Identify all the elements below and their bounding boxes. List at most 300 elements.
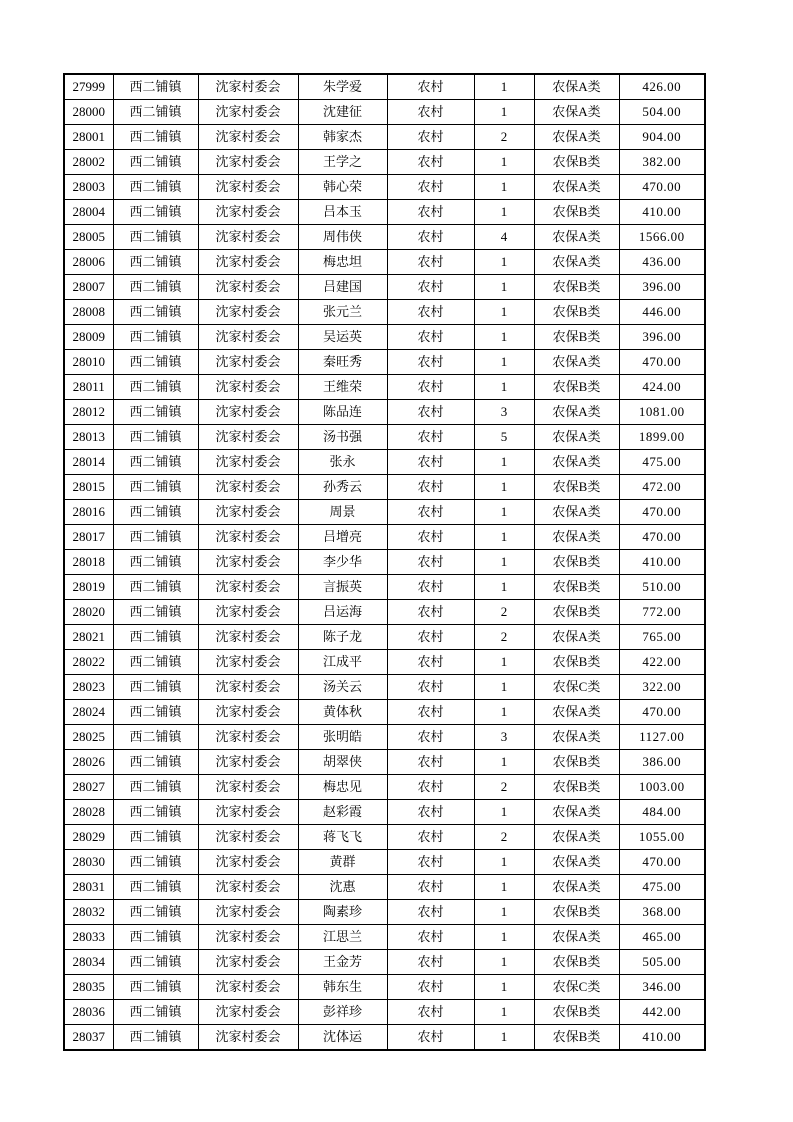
table-row xyxy=(64,925,705,950)
residence-type-cell: 农村 xyxy=(387,450,474,475)
serial-cell: 28015 xyxy=(64,475,113,500)
table-row xyxy=(64,300,705,325)
person-count-cell: 1 xyxy=(474,375,534,400)
serial-cell: 28018 xyxy=(64,550,113,575)
village-cell: 沈家村委会 xyxy=(198,925,298,950)
town-cell: 西二铺镇 xyxy=(113,625,198,650)
amount-cell: 472.00 xyxy=(619,475,705,500)
person-name-cell: 黄体秋 xyxy=(298,700,387,725)
insurance-category-cell: 农保B类 xyxy=(534,550,619,575)
amount-cell: 1003.00 xyxy=(619,775,705,800)
person-name-cell: 韩东生 xyxy=(298,975,387,1000)
town-cell: 西二铺镇 xyxy=(113,425,198,450)
insurance-category-cell: 农保A类 xyxy=(534,525,619,550)
village-cell: 沈家村委会 xyxy=(198,525,298,550)
table-row xyxy=(64,250,705,275)
amount-cell: 382.00 xyxy=(619,150,705,175)
town-cell: 西二铺镇 xyxy=(113,975,198,1000)
town-cell: 西二铺镇 xyxy=(113,675,198,700)
residence-type-cell: 农村 xyxy=(387,950,474,975)
insurance-category-cell: 农保A类 xyxy=(534,625,619,650)
residence-type-cell: 农村 xyxy=(387,300,474,325)
town-cell: 西二铺镇 xyxy=(113,950,198,975)
insurance-category-cell: 农保A类 xyxy=(534,875,619,900)
person-count-cell: 4 xyxy=(474,225,534,250)
village-cell: 沈家村委会 xyxy=(198,225,298,250)
serial-cell: 28035 xyxy=(64,975,113,1000)
person-name-cell: 王维荣 xyxy=(298,375,387,400)
table-row xyxy=(64,975,705,1000)
person-count-cell: 1 xyxy=(474,1025,534,1051)
person-name-cell: 沈建征 xyxy=(298,100,387,125)
serial-cell: 28031 xyxy=(64,875,113,900)
person-count-cell: 5 xyxy=(474,425,534,450)
serial-cell: 28027 xyxy=(64,775,113,800)
town-cell: 西二铺镇 xyxy=(113,825,198,850)
amount-cell: 475.00 xyxy=(619,875,705,900)
insurance-category-cell: 农保B类 xyxy=(534,600,619,625)
person-name-cell: 韩心荣 xyxy=(298,175,387,200)
person-name-cell: 吕建国 xyxy=(298,275,387,300)
amount-cell: 1081.00 xyxy=(619,400,705,425)
town-cell: 西二铺镇 xyxy=(113,150,198,175)
person-count-cell: 2 xyxy=(474,600,534,625)
amount-cell: 470.00 xyxy=(619,500,705,525)
person-name-cell: 王学之 xyxy=(298,150,387,175)
insurance-category-cell: 农保A类 xyxy=(534,800,619,825)
residence-type-cell: 农村 xyxy=(387,750,474,775)
table-row xyxy=(64,200,705,225)
residence-type-cell: 农村 xyxy=(387,975,474,1000)
person-name-cell: 张明皓 xyxy=(298,725,387,750)
serial-cell: 28025 xyxy=(64,725,113,750)
town-cell: 西二铺镇 xyxy=(113,1025,198,1051)
residence-type-cell: 农村 xyxy=(387,650,474,675)
insurance-category-cell: 农保A类 xyxy=(534,500,619,525)
town-cell: 西二铺镇 xyxy=(113,200,198,225)
village-cell: 沈家村委会 xyxy=(198,875,298,900)
table-row xyxy=(64,900,705,925)
person-name-cell: 汤书强 xyxy=(298,425,387,450)
table-row xyxy=(64,450,705,475)
town-cell: 西二铺镇 xyxy=(113,525,198,550)
town-cell: 西二铺镇 xyxy=(113,500,198,525)
person-count-cell: 1 xyxy=(474,850,534,875)
amount-cell: 422.00 xyxy=(619,650,705,675)
residence-type-cell: 农村 xyxy=(387,1025,474,1051)
village-cell: 沈家村委会 xyxy=(198,400,298,425)
residence-type-cell: 农村 xyxy=(387,350,474,375)
person-name-cell: 张元兰 xyxy=(298,300,387,325)
town-cell: 西二铺镇 xyxy=(113,800,198,825)
serial-cell: 28024 xyxy=(64,700,113,725)
insurance-category-cell: 农保A类 xyxy=(534,74,619,100)
residence-type-cell: 农村 xyxy=(387,825,474,850)
table-row xyxy=(64,1025,705,1051)
village-cell: 沈家村委会 xyxy=(198,550,298,575)
serial-cell: 28014 xyxy=(64,450,113,475)
serial-cell: 28033 xyxy=(64,925,113,950)
person-name-cell: 沈惠 xyxy=(298,875,387,900)
village-cell: 沈家村委会 xyxy=(198,250,298,275)
person-name-cell: 梅忠坦 xyxy=(298,250,387,275)
town-cell: 西二铺镇 xyxy=(113,925,198,950)
residence-type-cell: 农村 xyxy=(387,500,474,525)
person-count-cell: 1 xyxy=(474,350,534,375)
insurance-category-cell: 农保A类 xyxy=(534,250,619,275)
amount-cell: 410.00 xyxy=(619,200,705,225)
table-row xyxy=(64,525,705,550)
person-count-cell: 1 xyxy=(474,525,534,550)
person-name-cell: 汤关云 xyxy=(298,675,387,700)
town-cell: 西二铺镇 xyxy=(113,225,198,250)
person-name-cell: 张永 xyxy=(298,450,387,475)
amount-cell: 424.00 xyxy=(619,375,705,400)
residence-type-cell: 农村 xyxy=(387,175,474,200)
residence-type-cell: 农村 xyxy=(387,400,474,425)
village-cell: 沈家村委会 xyxy=(198,175,298,200)
table-row xyxy=(64,425,705,450)
town-cell: 西二铺镇 xyxy=(113,900,198,925)
table-row xyxy=(64,700,705,725)
town-cell: 西二铺镇 xyxy=(113,74,198,100)
amount-cell: 396.00 xyxy=(619,275,705,300)
serial-cell: 28032 xyxy=(64,900,113,925)
person-count-cell: 1 xyxy=(474,150,534,175)
town-cell: 西二铺镇 xyxy=(113,325,198,350)
amount-cell: 322.00 xyxy=(619,675,705,700)
person-name-cell: 朱学爱 xyxy=(298,74,387,100)
insurance-category-cell: 农保C类 xyxy=(534,675,619,700)
town-cell: 西二铺镇 xyxy=(113,700,198,725)
insurance-category-cell: 农保B类 xyxy=(534,300,619,325)
village-cell: 沈家村委会 xyxy=(198,100,298,125)
table-row xyxy=(64,225,705,250)
village-cell: 沈家村委会 xyxy=(198,725,298,750)
residence-type-cell: 农村 xyxy=(387,1000,474,1025)
person-count-cell: 3 xyxy=(474,400,534,425)
serial-cell: 28000 xyxy=(64,100,113,125)
pension-table xyxy=(63,73,706,1051)
person-count-cell: 1 xyxy=(474,550,534,575)
town-cell: 西二铺镇 xyxy=(113,875,198,900)
residence-type-cell: 农村 xyxy=(387,125,474,150)
person-count-cell: 1 xyxy=(474,675,534,700)
insurance-category-cell: 农保B类 xyxy=(534,650,619,675)
table-row xyxy=(64,1000,705,1025)
village-cell: 沈家村委会 xyxy=(198,425,298,450)
village-cell: 沈家村委会 xyxy=(198,1000,298,1025)
person-count-cell: 1 xyxy=(474,74,534,100)
town-cell: 西二铺镇 xyxy=(113,550,198,575)
serial-cell: 28028 xyxy=(64,800,113,825)
village-cell: 沈家村委会 xyxy=(198,500,298,525)
town-cell: 西二铺镇 xyxy=(113,400,198,425)
village-cell: 沈家村委会 xyxy=(198,74,298,100)
person-name-cell: 李少华 xyxy=(298,550,387,575)
insurance-category-cell: 农保A类 xyxy=(534,225,619,250)
town-cell: 西二铺镇 xyxy=(113,450,198,475)
amount-cell: 436.00 xyxy=(619,250,705,275)
person-name-cell: 陈子龙 xyxy=(298,625,387,650)
serial-cell: 28010 xyxy=(64,350,113,375)
person-name-cell: 黄群 xyxy=(298,850,387,875)
insurance-category-cell: 农保B类 xyxy=(534,275,619,300)
person-name-cell: 梅忠见 xyxy=(298,775,387,800)
table-row xyxy=(64,675,705,700)
insurance-category-cell: 农保A类 xyxy=(534,825,619,850)
amount-cell: 484.00 xyxy=(619,800,705,825)
person-count-cell: 1 xyxy=(474,450,534,475)
insurance-category-cell: 农保A类 xyxy=(534,925,619,950)
insurance-category-cell: 农保A类 xyxy=(534,850,619,875)
person-name-cell: 江成平 xyxy=(298,650,387,675)
person-count-cell: 1 xyxy=(474,175,534,200)
amount-cell: 368.00 xyxy=(619,900,705,925)
person-count-cell: 1 xyxy=(474,100,534,125)
person-count-cell: 1 xyxy=(474,900,534,925)
residence-type-cell: 农村 xyxy=(387,800,474,825)
table-row xyxy=(64,650,705,675)
amount-cell: 346.00 xyxy=(619,975,705,1000)
village-cell: 沈家村委会 xyxy=(198,700,298,725)
table-row xyxy=(64,125,705,150)
amount-cell: 904.00 xyxy=(619,125,705,150)
serial-cell: 28008 xyxy=(64,300,113,325)
insurance-category-cell: 农保B类 xyxy=(534,375,619,400)
person-name-cell: 吴运英 xyxy=(298,325,387,350)
insurance-category-cell: 农保A类 xyxy=(534,175,619,200)
insurance-category-cell: 农保A类 xyxy=(534,425,619,450)
person-count-cell: 1 xyxy=(474,950,534,975)
residence-type-cell: 农村 xyxy=(387,250,474,275)
village-cell: 沈家村委会 xyxy=(198,200,298,225)
insurance-category-cell: 农保B类 xyxy=(534,475,619,500)
town-cell: 西二铺镇 xyxy=(113,725,198,750)
serial-cell: 28006 xyxy=(64,250,113,275)
person-count-cell: 2 xyxy=(474,625,534,650)
person-count-cell: 1 xyxy=(474,475,534,500)
residence-type-cell: 农村 xyxy=(387,275,474,300)
village-cell: 沈家村委会 xyxy=(198,575,298,600)
town-cell: 西二铺镇 xyxy=(113,275,198,300)
town-cell: 西二铺镇 xyxy=(113,775,198,800)
insurance-category-cell: 农保B类 xyxy=(534,775,619,800)
insurance-category-cell: 农保B类 xyxy=(534,1025,619,1051)
town-cell: 西二铺镇 xyxy=(113,475,198,500)
table-row xyxy=(64,375,705,400)
serial-cell: 28001 xyxy=(64,125,113,150)
serial-cell: 28012 xyxy=(64,400,113,425)
residence-type-cell: 农村 xyxy=(387,325,474,350)
person-name-cell: 彭祥珍 xyxy=(298,1000,387,1025)
residence-type-cell: 农村 xyxy=(387,375,474,400)
amount-cell: 1566.00 xyxy=(619,225,705,250)
village-cell: 沈家村委会 xyxy=(198,325,298,350)
residence-type-cell: 农村 xyxy=(387,150,474,175)
table-row xyxy=(64,475,705,500)
amount-cell: 765.00 xyxy=(619,625,705,650)
village-cell: 沈家村委会 xyxy=(198,350,298,375)
amount-cell: 410.00 xyxy=(619,550,705,575)
insurance-category-cell: 农保A类 xyxy=(534,725,619,750)
insurance-category-cell: 农保B类 xyxy=(534,150,619,175)
serial-cell: 28011 xyxy=(64,375,113,400)
serial-cell: 28005 xyxy=(64,225,113,250)
amount-cell: 772.00 xyxy=(619,600,705,625)
person-count-cell: 1 xyxy=(474,1000,534,1025)
person-count-cell: 1 xyxy=(474,875,534,900)
village-cell: 沈家村委会 xyxy=(198,975,298,1000)
serial-cell: 28007 xyxy=(64,275,113,300)
insurance-category-cell: 农保A类 xyxy=(534,450,619,475)
town-cell: 西二铺镇 xyxy=(113,350,198,375)
amount-cell: 386.00 xyxy=(619,750,705,775)
person-name-cell: 胡翠侠 xyxy=(298,750,387,775)
serial-cell: 28037 xyxy=(64,1025,113,1051)
residence-type-cell: 农村 xyxy=(387,700,474,725)
person-count-cell: 1 xyxy=(474,300,534,325)
amount-cell: 505.00 xyxy=(619,950,705,975)
amount-cell: 470.00 xyxy=(619,350,705,375)
table-row xyxy=(64,325,705,350)
table-row xyxy=(64,850,705,875)
town-cell: 西二铺镇 xyxy=(113,300,198,325)
table-body xyxy=(64,74,705,1050)
village-cell: 沈家村委会 xyxy=(198,800,298,825)
table-row xyxy=(64,350,705,375)
insurance-category-cell: 农保A类 xyxy=(534,350,619,375)
person-name-cell: 言振英 xyxy=(298,575,387,600)
person-name-cell: 孙秀云 xyxy=(298,475,387,500)
village-cell: 沈家村委会 xyxy=(198,275,298,300)
amount-cell: 470.00 xyxy=(619,175,705,200)
person-count-cell: 1 xyxy=(474,975,534,1000)
amount-cell: 470.00 xyxy=(619,525,705,550)
town-cell: 西二铺镇 xyxy=(113,100,198,125)
serial-cell: 28026 xyxy=(64,750,113,775)
serial-cell: 28009 xyxy=(64,325,113,350)
residence-type-cell: 农村 xyxy=(387,925,474,950)
amount-cell: 410.00 xyxy=(619,1025,705,1051)
village-cell: 沈家村委会 xyxy=(198,1025,298,1051)
person-name-cell: 秦旺秀 xyxy=(298,350,387,375)
amount-cell: 426.00 xyxy=(619,74,705,100)
amount-cell: 396.00 xyxy=(619,325,705,350)
table-row xyxy=(64,600,705,625)
residence-type-cell: 农村 xyxy=(387,425,474,450)
person-name-cell: 蒋飞飞 xyxy=(298,825,387,850)
insurance-category-cell: 农保A类 xyxy=(534,125,619,150)
person-count-cell: 2 xyxy=(474,825,534,850)
residence-type-cell: 农村 xyxy=(387,200,474,225)
table-row xyxy=(64,550,705,575)
person-count-cell: 2 xyxy=(474,775,534,800)
table-row xyxy=(64,400,705,425)
residence-type-cell: 农村 xyxy=(387,575,474,600)
amount-cell: 1127.00 xyxy=(619,725,705,750)
insurance-category-cell: 农保C类 xyxy=(534,975,619,1000)
town-cell: 西二铺镇 xyxy=(113,175,198,200)
village-cell: 沈家村委会 xyxy=(198,450,298,475)
person-name-cell: 陈品连 xyxy=(298,400,387,425)
person-name-cell: 沈体运 xyxy=(298,1025,387,1051)
person-name-cell: 吕增亮 xyxy=(298,525,387,550)
village-cell: 沈家村委会 xyxy=(198,750,298,775)
person-count-cell: 1 xyxy=(474,500,534,525)
town-cell: 西二铺镇 xyxy=(113,600,198,625)
person-name-cell: 江思兰 xyxy=(298,925,387,950)
serial-cell: 28020 xyxy=(64,600,113,625)
table-row xyxy=(64,500,705,525)
person-name-cell: 周伟侠 xyxy=(298,225,387,250)
serial-cell: 28017 xyxy=(64,525,113,550)
town-cell: 西二铺镇 xyxy=(113,375,198,400)
table-row xyxy=(64,725,705,750)
amount-cell: 504.00 xyxy=(619,100,705,125)
person-name-cell: 陶素珍 xyxy=(298,900,387,925)
amount-cell: 470.00 xyxy=(619,700,705,725)
serial-cell: 28013 xyxy=(64,425,113,450)
serial-cell: 28034 xyxy=(64,950,113,975)
residence-type-cell: 农村 xyxy=(387,525,474,550)
village-cell: 沈家村委会 xyxy=(198,125,298,150)
table-row xyxy=(64,800,705,825)
person-count-cell: 1 xyxy=(474,200,534,225)
person-count-cell: 1 xyxy=(474,650,534,675)
person-count-cell: 1 xyxy=(474,750,534,775)
residence-type-cell: 农村 xyxy=(387,74,474,100)
insurance-category-cell: 农保B类 xyxy=(534,900,619,925)
residence-type-cell: 农村 xyxy=(387,475,474,500)
amount-cell: 510.00 xyxy=(619,575,705,600)
table-row xyxy=(64,74,705,100)
table-row xyxy=(64,875,705,900)
serial-cell: 28030 xyxy=(64,850,113,875)
amount-cell: 475.00 xyxy=(619,450,705,475)
village-cell: 沈家村委会 xyxy=(198,475,298,500)
table-row xyxy=(64,825,705,850)
insurance-category-cell: 农保A类 xyxy=(534,700,619,725)
person-count-cell: 1 xyxy=(474,800,534,825)
table-row xyxy=(64,750,705,775)
amount-cell: 442.00 xyxy=(619,1000,705,1025)
insurance-category-cell: 农保B类 xyxy=(534,575,619,600)
serial-cell: 28019 xyxy=(64,575,113,600)
person-name-cell: 吕本玉 xyxy=(298,200,387,225)
person-count-cell: 1 xyxy=(474,325,534,350)
table-row xyxy=(64,275,705,300)
amount-cell: 1899.00 xyxy=(619,425,705,450)
person-name-cell: 周景 xyxy=(298,500,387,525)
serial-cell: 28002 xyxy=(64,150,113,175)
serial-cell: 28021 xyxy=(64,625,113,650)
serial-cell: 28004 xyxy=(64,200,113,225)
insurance-category-cell: 农保B类 xyxy=(534,950,619,975)
insurance-category-cell: 农保B类 xyxy=(534,1000,619,1025)
table-row xyxy=(64,950,705,975)
table-row xyxy=(64,100,705,125)
town-cell: 西二铺镇 xyxy=(113,850,198,875)
table-row xyxy=(64,575,705,600)
village-cell: 沈家村委会 xyxy=(198,650,298,675)
person-count-cell: 1 xyxy=(474,925,534,950)
amount-cell: 1055.00 xyxy=(619,825,705,850)
person-count-cell: 1 xyxy=(474,250,534,275)
person-count-cell: 1 xyxy=(474,700,534,725)
table-row xyxy=(64,775,705,800)
table-row xyxy=(64,625,705,650)
